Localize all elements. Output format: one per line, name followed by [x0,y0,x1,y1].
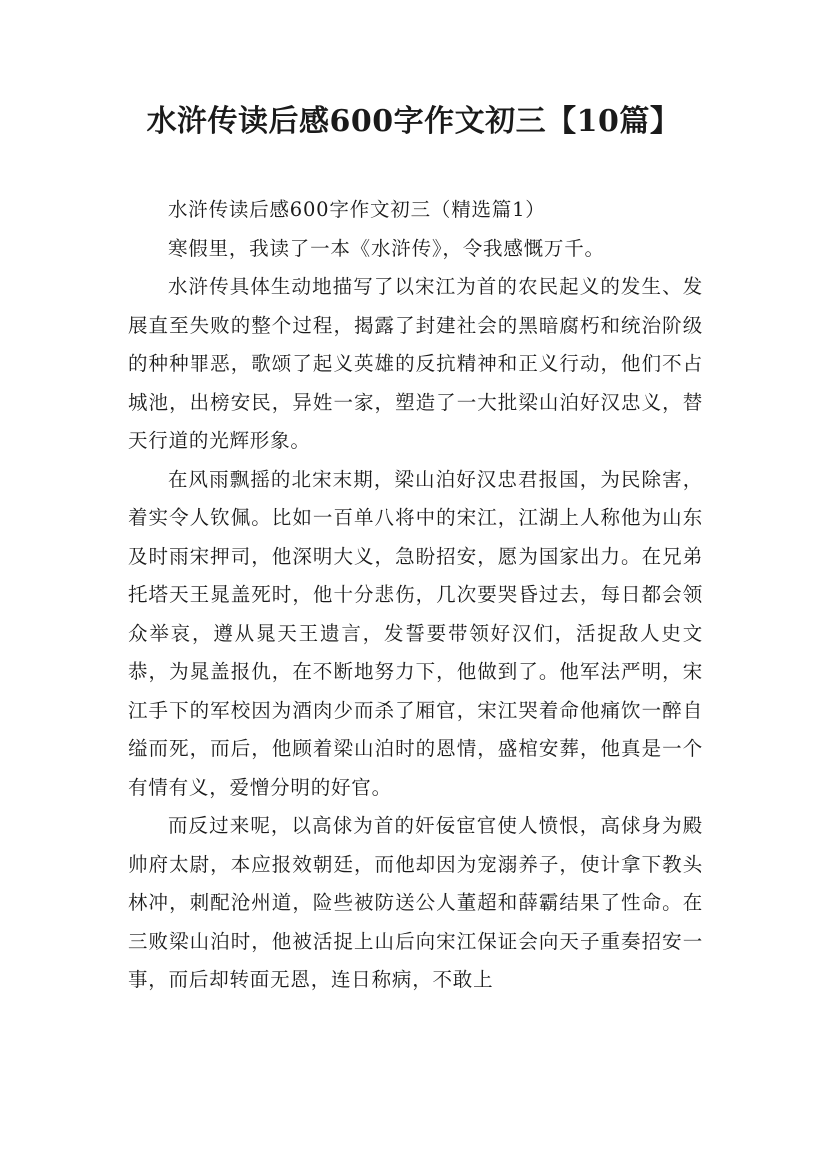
paragraph-gao-qiu: 而反过来呢，以高俅为首的奸佞宦官使人愤恨，高俅身为殿帅府太尉，本应报效朝廷，而他却因为宠溺养子，使计拿下教头林冲，刺配沧州道，险些被防送公人董超和薛霸结果了性命。在三败梁山泊时，他被活捉上山后向宋江保证会向天子重奏招安一事，而后却转面无恩，连日称病，不敢上 [128,814,703,991]
paragraph-song-jiang: 在风雨飘摇的北宋末期，梁山泊好汉忠君报国，为民除害，着实令人钦佩。比如一百单八将中的宋江，江湖上人称他为山东及时雨宋押司，他深明大义，急盼招安，愿为国家出力。在兄弟托塔天王晁盖死时，他十分悲伤，几次要哭昏过去，每日都会领众举哀，遵从晁天王遗言，发誓要带领好汉们，活捉敌人史文恭，为晁盖报仇，在不断地努力下，他做到了。他军法严明，宋江手下的军校因为酒肉少而杀了厢官，宋江哭着命他痛饮一醉自缢而死，而后，他顾着梁山泊时的恩情，盛棺安葬，他真是一个有情有义，爱憎分明的好官。 [128,467,703,799]
document-title: 水浒传读后感600字作文初三【10篇】 [146,104,681,139]
section-heading: 水浒传读后感600字作文初三（精选篇1） [167,198,546,221]
paragraph-summary: 水浒传具体生动地描写了以宋江为首的农民起义的发生、发展直至失败的整个过程，揭露了封建社会的黑暗腐朽和统治阶级的种种罪恶，歌颂了起义英雄的反抗精神和正义行动，他们不占城池，出榜安民，异姓一家，塑造了一大批梁山泊好汉忠义，替天行道的光辉形象。 [128,275,703,452]
paragraph-intro: 寒假里，我读了一本《水浒传》，令我感慨万千。 [167,236,605,260]
document-body [128,191,703,1000]
